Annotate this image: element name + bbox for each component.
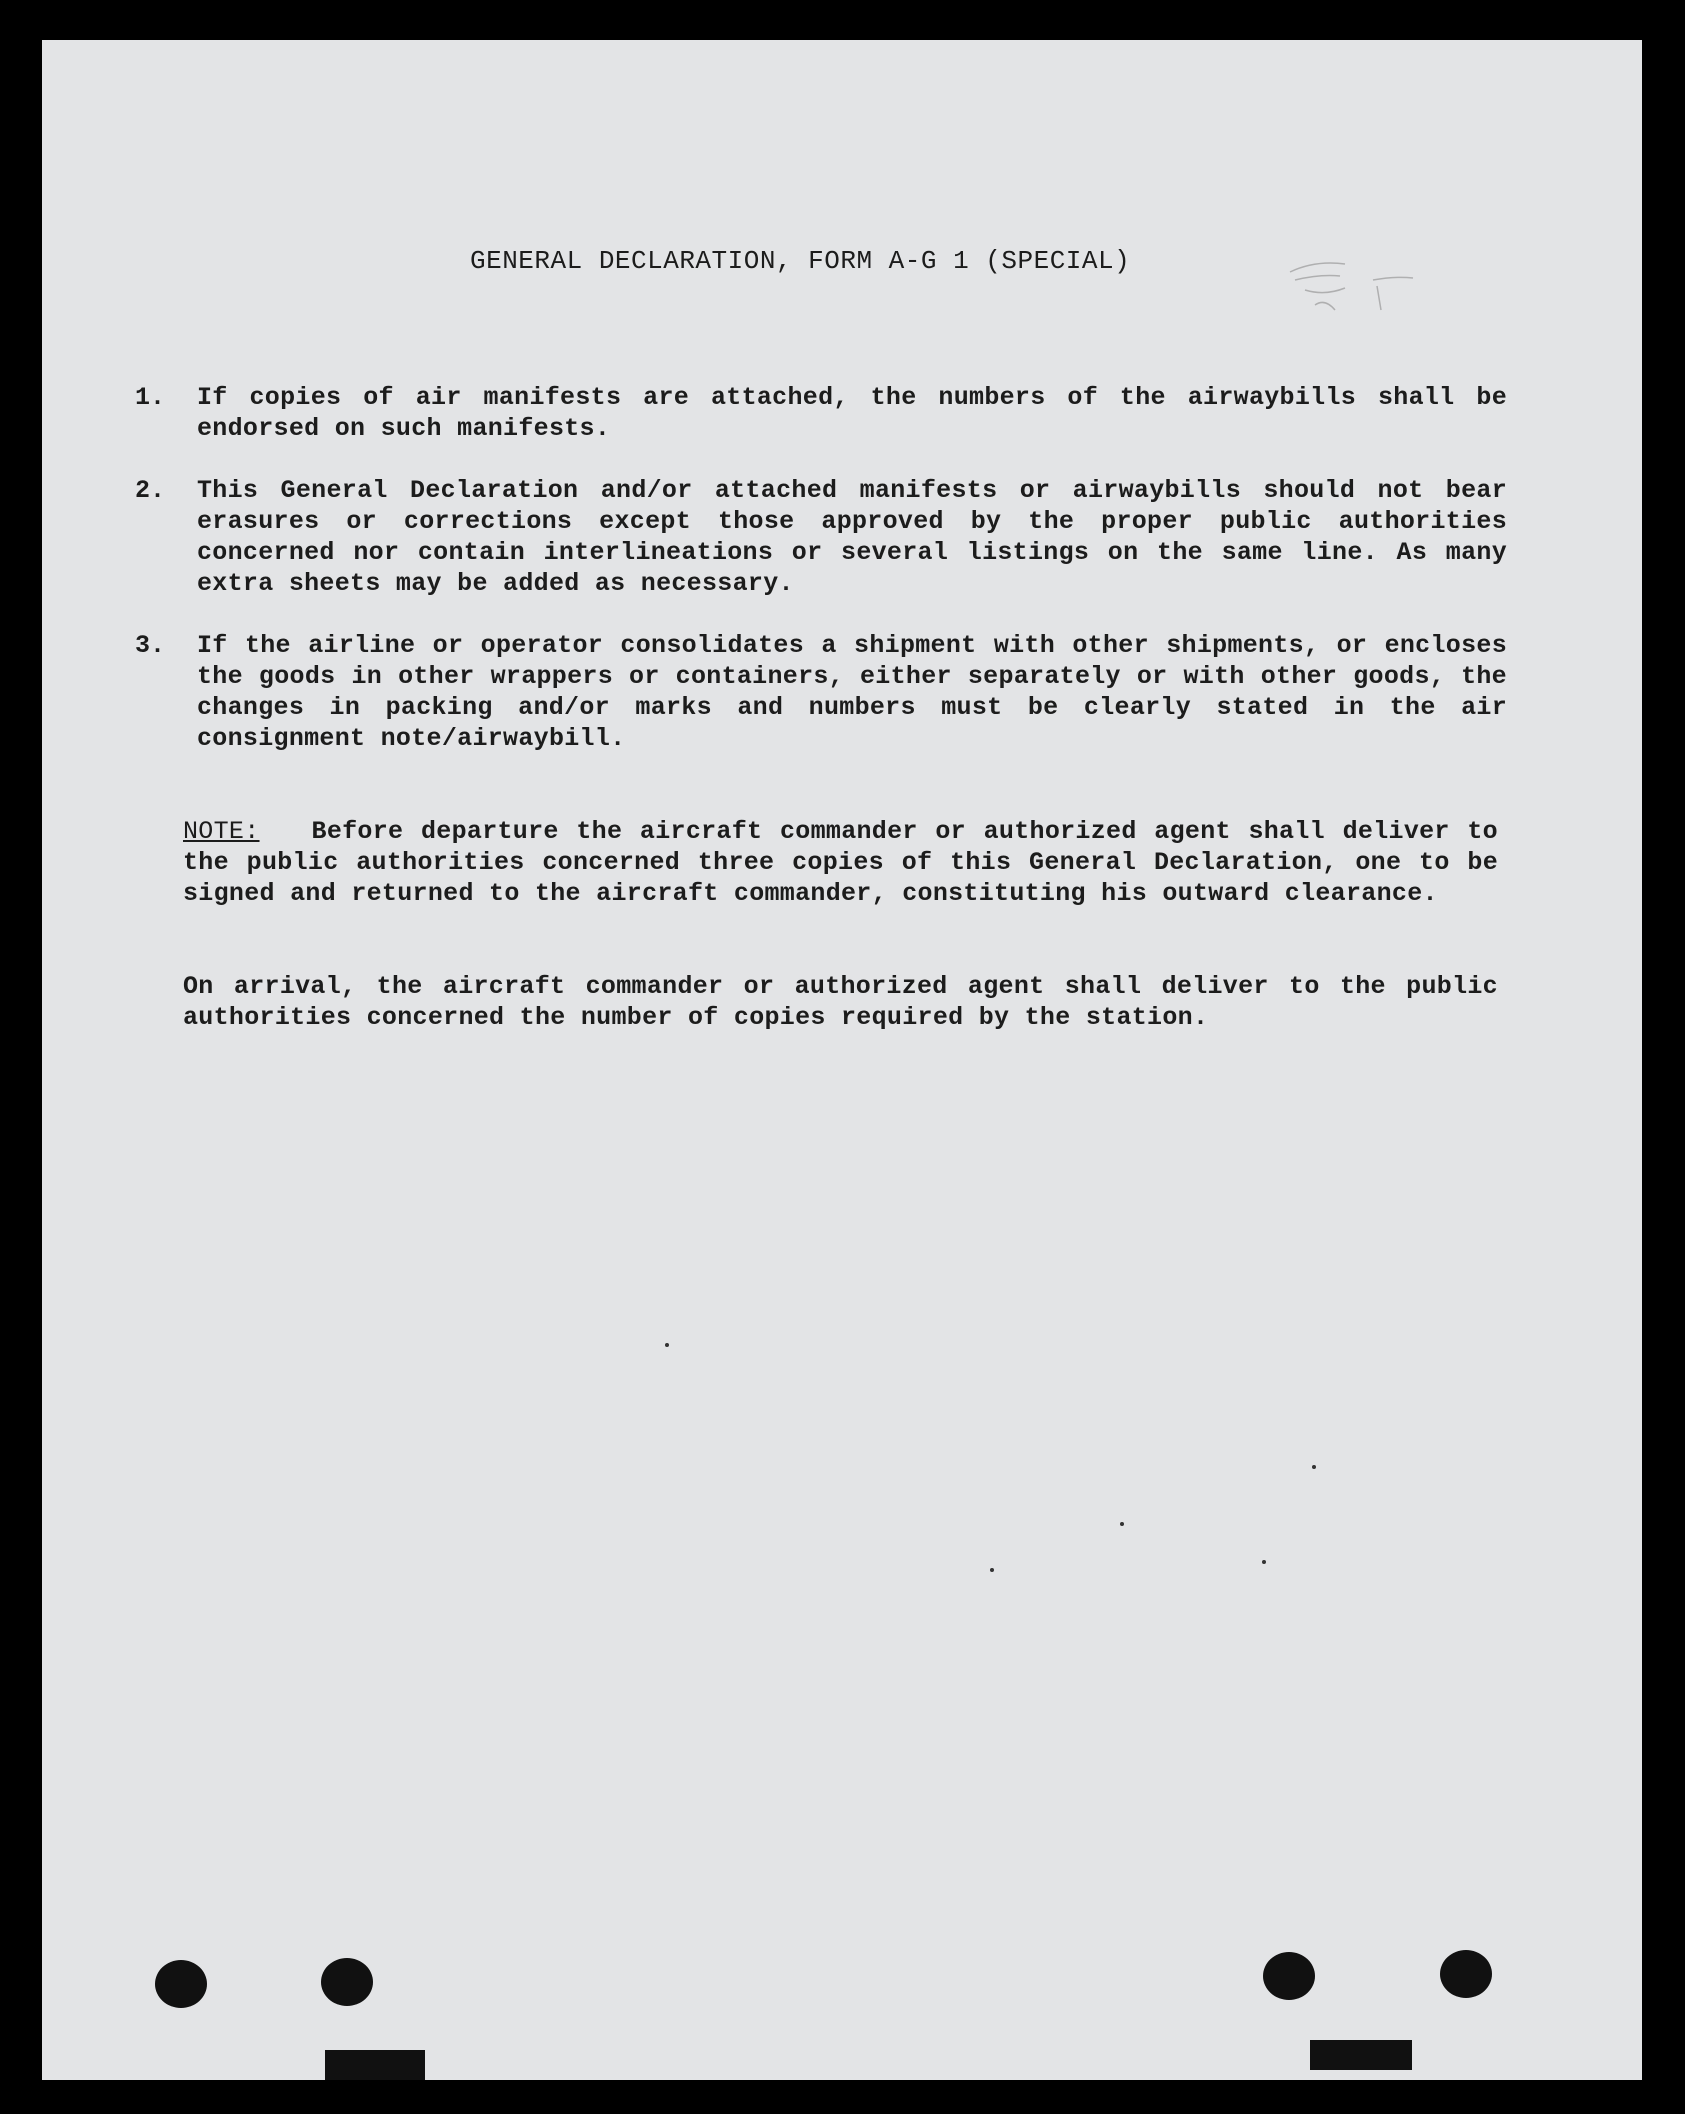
document-page [42, 40, 1642, 2080]
list-item-number: 3. [135, 631, 166, 660]
list-item-text: If copies of air manifests are attached, the numbers of the airwaybills shall be endorsed on such manifests. [197, 383, 1507, 443]
punch-hole [155, 1960, 207, 2008]
note-text: Before departure the aircraft commander or authorized agent shall deliver to the public authorities concerned three copies of this General Declaration, one to be signed and returned to the aircraft commander, constituting his outward clearance. [183, 817, 1498, 908]
paper-speck [990, 1568, 994, 1572]
list-item-number: 2. [135, 476, 166, 505]
list-item-text: This General Declaration and/or attached manifests or airwaybills should not bear erasures or corrections except those approved by the proper public authorities concerned nor contain interlineations or several listings on the same line. As many extra sheets may be added as necessary. [197, 476, 1507, 598]
punch-hole [1440, 1950, 1492, 1998]
binding-tab [1310, 2040, 1412, 2070]
punch-hole [1263, 1952, 1315, 2000]
faint-stamp-mark [1285, 250, 1415, 330]
list-item-text: If the airline or operator consolidates a shipment with other shipments, or encloses the goods in other wrappers or containers, either separately or with other goods, the changes in packing and/or marks and numbers must be clearly stated in the air consignment note/airwaybill. [197, 631, 1507, 753]
punch-hole [321, 1958, 373, 2006]
list-item-number: 1. [135, 383, 166, 412]
arrival-paragraph: On arrival, the aircraft commander or authorized agent shall deliver to the public authorities concerned the number of copies required by the station. [183, 972, 1498, 1032]
document-title: GENERAL DECLARATION, FORM A-G 1 (SPECIAL) [470, 246, 1131, 276]
binding-tab [325, 2050, 425, 2080]
paper-speck [1312, 1465, 1316, 1469]
paper-speck [1120, 1522, 1124, 1526]
paper-speck [1262, 1560, 1266, 1564]
paper-speck [665, 1343, 669, 1347]
note-paragraph [183, 816, 1498, 909]
note-label: NOTE: [183, 817, 260, 846]
